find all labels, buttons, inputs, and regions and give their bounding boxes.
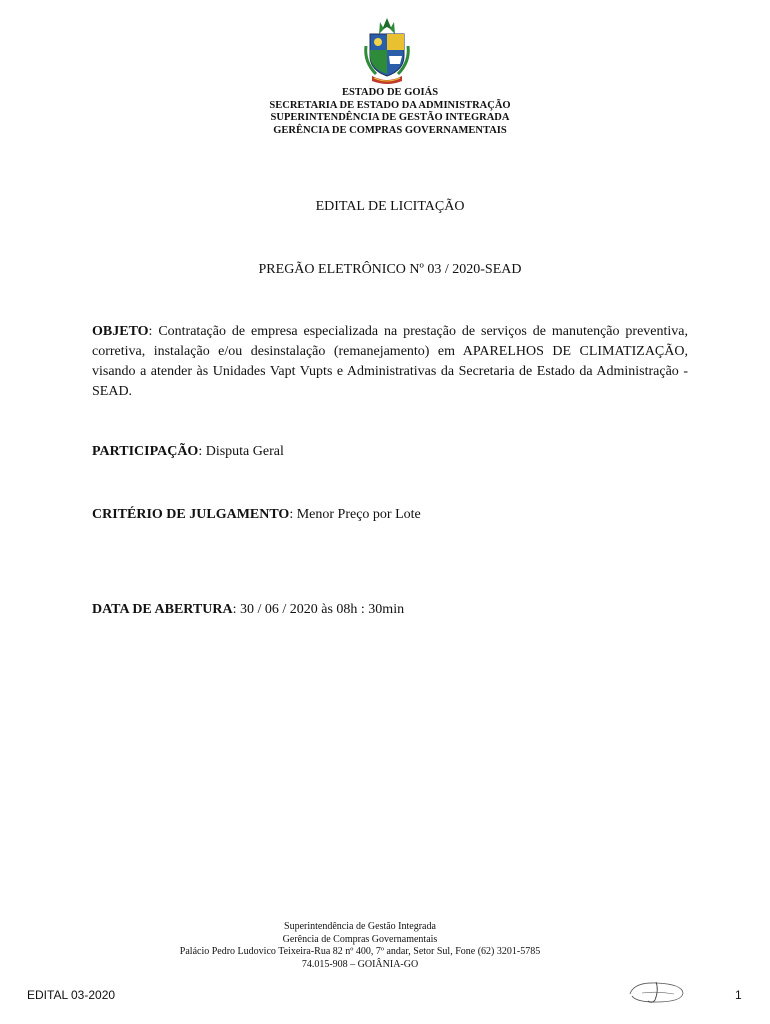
footer-document-code: EDITAL 03-2020 bbox=[27, 988, 116, 1002]
header-secretariat: SECRETARIA DE ESTADO DA ADMINISTRAÇÃO bbox=[269, 99, 511, 111]
header-state: ESTADO DE GOIÁS bbox=[341, 87, 439, 98]
footer-address bbox=[0, 921, 720, 971]
signature-icon bbox=[628, 978, 686, 1006]
header-superintendency: SUPERINTENDÊNCIA DE GESTÃO INTEGRADA bbox=[270, 112, 510, 123]
participacao-text: : Disputa Geral bbox=[198, 444, 284, 459]
objeto-text: : Contratação de empresa especializada na prestação de serviços de manutenção preventiva, corretiva, instalação e/ou desinstalação (remanejamento) em APARELHOS DE CLIMATIZAÇÃO, visando a atender às Unidades Vapt Vupts e Administrativas da Secretaria de Estado da Administração - SEAD. bbox=[92, 324, 688, 399]
data-abertura-text: : 30 / 06 / 2020 às 08h : 30min bbox=[232, 602, 405, 617]
data-abertura-label: DATA DE ABERTURA bbox=[92, 602, 233, 617]
data-abertura-line bbox=[92, 602, 404, 618]
participacao-line bbox=[92, 444, 284, 460]
objeto-label: OBJETO bbox=[92, 324, 149, 339]
footer-postal-code: 74.015-908 – GOIÂNIA-GO bbox=[301, 958, 419, 970]
document-title: EDITAL DE LICITAÇÃO bbox=[315, 199, 465, 214]
footer-superintendency: Superintendência de Gestão Integrada bbox=[284, 921, 436, 932]
document-subtitle: PREGÃO ELETRÔNICO Nº 03 / 2020-SEAD bbox=[258, 262, 522, 277]
objeto-paragraph bbox=[92, 322, 688, 402]
page-number: 1 bbox=[735, 988, 742, 1002]
criterio-text: : Menor Preço por Lote bbox=[289, 507, 421, 522]
criterio-line bbox=[92, 507, 421, 523]
footer-management: Gerência de Compras Governamentais bbox=[282, 933, 438, 945]
footer-address-line: Palácio Pedro Ludovico Teixeira-Rua 82 nº 400, 7º andar, Setor Sul, Fone (62) 3201-5785 bbox=[179, 946, 541, 957]
letterhead bbox=[0, 87, 770, 137]
goias-coat-of-arms-icon bbox=[362, 16, 412, 86]
header-management: GERÊNCIA DE COMPRAS GOVERNAMENTAIS bbox=[273, 124, 507, 136]
participacao-label: PARTICIPAÇÃO bbox=[92, 444, 199, 459]
criterio-label: CRITÉRIO DE JULGAMENTO bbox=[92, 507, 290, 522]
